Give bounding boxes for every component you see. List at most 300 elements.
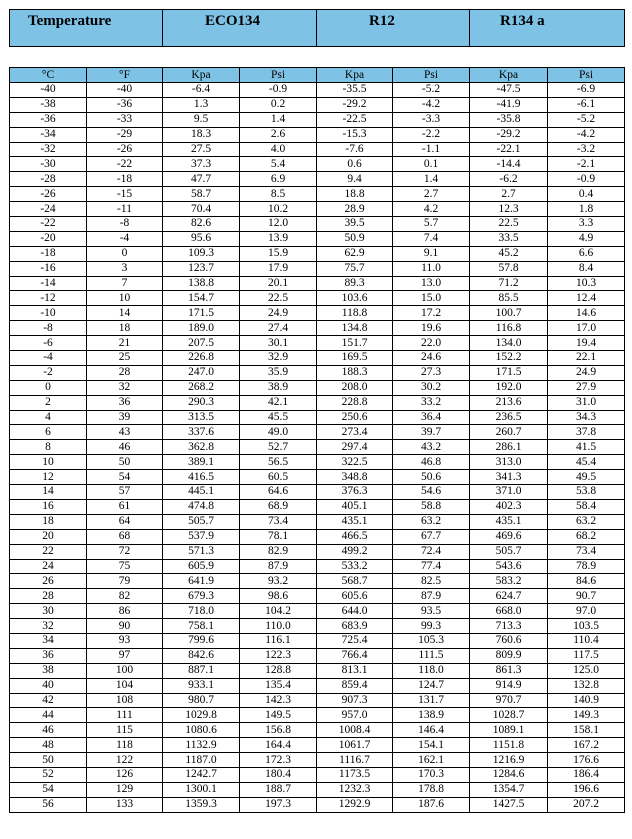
cell-celsius: 4 bbox=[10, 410, 87, 425]
cell-celsius: -4 bbox=[10, 351, 87, 366]
cell-r134a-psi: 78.9 bbox=[548, 559, 625, 574]
cell-r134a-kpa: -41.9 bbox=[470, 97, 548, 112]
cell-r134a-kpa: 341.3 bbox=[470, 470, 548, 485]
cell-r12-kpa: 322.5 bbox=[317, 455, 393, 470]
cell-celsius: 2 bbox=[10, 395, 87, 410]
cell-r134a-psi: 207.2 bbox=[548, 797, 625, 812]
header-r134a: R134 a bbox=[470, 10, 625, 47]
table-row bbox=[10, 395, 625, 410]
cell-fahrenheit: 93 bbox=[87, 633, 163, 648]
cell-fahrenheit: -11 bbox=[87, 202, 163, 217]
cell-r134a-psi: 49.5 bbox=[548, 470, 625, 485]
table-row bbox=[10, 589, 625, 604]
cell-fahrenheit: 0 bbox=[87, 246, 163, 261]
table-row bbox=[10, 246, 625, 261]
cell-eco134-psi: 49.0 bbox=[240, 425, 317, 440]
cell-celsius: -14 bbox=[10, 276, 87, 291]
cell-eco134-psi: 68.9 bbox=[240, 499, 317, 514]
cell-r134a-psi: 37.8 bbox=[548, 425, 625, 440]
cell-eco134-kpa: 362.8 bbox=[163, 440, 240, 455]
cell-r12-kpa: -15.3 bbox=[317, 127, 393, 142]
cell-r12-kpa: 250.6 bbox=[317, 410, 393, 425]
cell-eco134-kpa: 1242.7 bbox=[163, 767, 240, 782]
table-row bbox=[10, 604, 625, 619]
cell-r12-kpa: -7.6 bbox=[317, 142, 393, 157]
cell-r134a-psi: 158.1 bbox=[548, 723, 625, 738]
cell-fahrenheit: -4 bbox=[87, 231, 163, 246]
cell-fahrenheit: 28 bbox=[87, 365, 163, 380]
cell-celsius: -22 bbox=[10, 217, 87, 232]
cell-fahrenheit: -15 bbox=[87, 187, 163, 202]
cell-r12-kpa: 1232.3 bbox=[317, 782, 393, 797]
table-row bbox=[10, 83, 625, 98]
cell-r12-kpa: 466.5 bbox=[317, 529, 393, 544]
table-row bbox=[10, 797, 625, 812]
cell-r134a-psi: -5.2 bbox=[548, 112, 625, 127]
cell-r12-psi: 13.0 bbox=[393, 276, 470, 291]
cell-r12-psi: 187.6 bbox=[393, 797, 470, 812]
cell-celsius: -12 bbox=[10, 291, 87, 306]
cell-eco134-psi: 15.9 bbox=[240, 246, 317, 261]
cell-r134a-psi: 53.8 bbox=[548, 485, 625, 500]
cell-eco134-psi: 6.9 bbox=[240, 172, 317, 187]
cell-eco134-kpa: 1187.0 bbox=[163, 753, 240, 768]
cell-eco134-psi: 110.0 bbox=[240, 619, 317, 634]
cell-r12-kpa: 75.7 bbox=[317, 261, 393, 276]
cell-celsius: -26 bbox=[10, 187, 87, 202]
cell-r12-kpa: 50.9 bbox=[317, 231, 393, 246]
cell-fahrenheit: 118 bbox=[87, 738, 163, 753]
cell-fahrenheit: 57 bbox=[87, 485, 163, 500]
cell-eco134-kpa: 842.6 bbox=[163, 648, 240, 663]
cell-r12-psi: 2.7 bbox=[393, 187, 470, 202]
cell-r12-psi: 54.6 bbox=[393, 485, 470, 500]
cell-eco134-kpa: 679.3 bbox=[163, 589, 240, 604]
cell-r12-kpa: 568.7 bbox=[317, 574, 393, 589]
cell-r134a-psi: 34.3 bbox=[548, 410, 625, 425]
cell-celsius: -20 bbox=[10, 231, 87, 246]
table-row bbox=[10, 619, 625, 634]
cell-celsius: 22 bbox=[10, 544, 87, 559]
cell-fahrenheit: 46 bbox=[87, 440, 163, 455]
cell-eco134-kpa: 95.6 bbox=[163, 231, 240, 246]
cell-r134a-kpa: 85.5 bbox=[470, 291, 548, 306]
cell-eco134-psi: 116.1 bbox=[240, 633, 317, 648]
cell-r12-psi: 30.2 bbox=[393, 380, 470, 395]
cell-celsius: -30 bbox=[10, 157, 87, 172]
cell-fahrenheit: 86 bbox=[87, 604, 163, 619]
table-row bbox=[10, 425, 625, 440]
table-row bbox=[10, 738, 625, 753]
cell-fahrenheit: 18 bbox=[87, 321, 163, 336]
cell-eco134-psi: 24.9 bbox=[240, 306, 317, 321]
cell-r12-kpa: 103.6 bbox=[317, 291, 393, 306]
cell-r12-psi: 87.9 bbox=[393, 589, 470, 604]
cell-eco134-psi: 30.1 bbox=[240, 336, 317, 351]
cell-r12-kpa: 683.9 bbox=[317, 619, 393, 634]
cell-eco134-psi: 156.8 bbox=[240, 723, 317, 738]
cell-r12-kpa: 9.4 bbox=[317, 172, 393, 187]
cell-eco134-kpa: 718.0 bbox=[163, 604, 240, 619]
cell-fahrenheit: 79 bbox=[87, 574, 163, 589]
cell-fahrenheit: 3 bbox=[87, 261, 163, 276]
cell-r134a-kpa: 1427.5 bbox=[470, 797, 548, 812]
table-row bbox=[10, 127, 625, 142]
cell-fahrenheit: 72 bbox=[87, 544, 163, 559]
table-row bbox=[10, 321, 625, 336]
cell-celsius: 14 bbox=[10, 485, 87, 500]
cell-r12-kpa: 533.2 bbox=[317, 559, 393, 574]
cell-fahrenheit: 82 bbox=[87, 589, 163, 604]
cell-r134a-psi: 186.4 bbox=[548, 767, 625, 782]
table-body bbox=[10, 83, 625, 813]
cell-r12-psi: 131.7 bbox=[393, 693, 470, 708]
cell-eco134-kpa: 474.8 bbox=[163, 499, 240, 514]
cell-r12-kpa: 0.6 bbox=[317, 157, 393, 172]
cell-r12-kpa: 151.7 bbox=[317, 336, 393, 351]
cell-celsius: 34 bbox=[10, 633, 87, 648]
table-row bbox=[10, 231, 625, 246]
cell-eco134-psi: 122.3 bbox=[240, 648, 317, 663]
cell-eco134-psi: 98.6 bbox=[240, 589, 317, 604]
cell-r134a-kpa: -6.2 bbox=[470, 172, 548, 187]
cell-celsius: 50 bbox=[10, 753, 87, 768]
cell-r134a-kpa: 668.0 bbox=[470, 604, 548, 619]
cell-r134a-psi: 149.3 bbox=[548, 708, 625, 723]
cell-r12-psi: 15.0 bbox=[393, 291, 470, 306]
cell-celsius: 42 bbox=[10, 693, 87, 708]
cell-eco134-psi: 8.5 bbox=[240, 187, 317, 202]
cell-r134a-kpa: 970.7 bbox=[470, 693, 548, 708]
cell-fahrenheit: 39 bbox=[87, 410, 163, 425]
cell-r12-kpa: 499.2 bbox=[317, 544, 393, 559]
cell-r134a-kpa: 152.2 bbox=[470, 351, 548, 366]
cell-eco134-kpa: 247.0 bbox=[163, 365, 240, 380]
cell-r12-psi: 105.3 bbox=[393, 633, 470, 648]
cell-r134a-kpa: 22.5 bbox=[470, 217, 548, 232]
column-header-fahrenheit: °F bbox=[87, 68, 163, 83]
cell-eco134-kpa: 1359.3 bbox=[163, 797, 240, 812]
cell-celsius: 46 bbox=[10, 723, 87, 738]
table-row bbox=[10, 440, 625, 455]
cell-eco134-kpa: 887.1 bbox=[163, 663, 240, 678]
cell-eco134-psi: 78.1 bbox=[240, 529, 317, 544]
cell-r134a-kpa: -14.4 bbox=[470, 157, 548, 172]
cell-fahrenheit: -26 bbox=[87, 142, 163, 157]
cell-eco134-psi: 35.9 bbox=[240, 365, 317, 380]
table-row bbox=[10, 291, 625, 306]
cell-r12-kpa: 907.3 bbox=[317, 693, 393, 708]
cell-celsius: 10 bbox=[10, 455, 87, 470]
cell-celsius: -10 bbox=[10, 306, 87, 321]
column-header-r12-kpa: Kpa bbox=[317, 68, 393, 83]
cell-eco134-kpa: 1029.8 bbox=[163, 708, 240, 723]
cell-celsius: -18 bbox=[10, 246, 87, 261]
cell-eco134-psi: 164.4 bbox=[240, 738, 317, 753]
cell-fahrenheit: -29 bbox=[87, 127, 163, 142]
cell-eco134-psi: 56.5 bbox=[240, 455, 317, 470]
cell-r12-kpa: 1116.7 bbox=[317, 753, 393, 768]
cell-eco134-kpa: 1300.1 bbox=[163, 782, 240, 797]
cell-r134a-kpa: 33.5 bbox=[470, 231, 548, 246]
cell-eco134-psi: 13.9 bbox=[240, 231, 317, 246]
cell-r12-psi: 11.0 bbox=[393, 261, 470, 276]
cell-r134a-psi: 17.0 bbox=[548, 321, 625, 336]
cell-r134a-psi: 196.6 bbox=[548, 782, 625, 797]
table-row bbox=[10, 529, 625, 544]
cell-eco134-psi: 87.9 bbox=[240, 559, 317, 574]
cell-r12-psi: 5.7 bbox=[393, 217, 470, 232]
cell-r12-kpa: 169.5 bbox=[317, 351, 393, 366]
cell-fahrenheit: 32 bbox=[87, 380, 163, 395]
cell-r12-psi: 77.4 bbox=[393, 559, 470, 574]
cell-r134a-kpa: 116.8 bbox=[470, 321, 548, 336]
cell-celsius: -40 bbox=[10, 83, 87, 98]
cell-r134a-psi: -4.2 bbox=[548, 127, 625, 142]
cell-r134a-psi: 68.2 bbox=[548, 529, 625, 544]
cell-r134a-kpa: 1216.9 bbox=[470, 753, 548, 768]
cell-r12-kpa: 188.3 bbox=[317, 365, 393, 380]
cell-r134a-kpa: 171.5 bbox=[470, 365, 548, 380]
cell-r134a-psi: 0.4 bbox=[548, 187, 625, 202]
cell-eco134-kpa: 207.5 bbox=[163, 336, 240, 351]
cell-r12-psi: 0.1 bbox=[393, 157, 470, 172]
cell-eco134-kpa: 1132.9 bbox=[163, 738, 240, 753]
cell-celsius: 54 bbox=[10, 782, 87, 797]
cell-r12-kpa: 39.5 bbox=[317, 217, 393, 232]
table-row bbox=[10, 365, 625, 380]
cell-r134a-kpa: 760.6 bbox=[470, 633, 548, 648]
cell-celsius: -16 bbox=[10, 261, 87, 276]
cell-fahrenheit: 90 bbox=[87, 619, 163, 634]
cell-eco134-kpa: 980.7 bbox=[163, 693, 240, 708]
pressure-temperature-table bbox=[9, 67, 625, 813]
cell-celsius: 12 bbox=[10, 470, 87, 485]
table-row bbox=[10, 187, 625, 202]
cell-celsius: 8 bbox=[10, 440, 87, 455]
cell-eco134-psi: 42.1 bbox=[240, 395, 317, 410]
cell-r12-psi: 33.2 bbox=[393, 395, 470, 410]
cell-r134a-kpa: 809.9 bbox=[470, 648, 548, 663]
cell-r12-psi: 1.4 bbox=[393, 172, 470, 187]
cell-r12-kpa: -29.2 bbox=[317, 97, 393, 112]
cell-r134a-psi: 90.7 bbox=[548, 589, 625, 604]
table-row bbox=[10, 723, 625, 738]
cell-r12-kpa: 228.8 bbox=[317, 395, 393, 410]
cell-r134a-kpa: -35.8 bbox=[470, 112, 548, 127]
cell-r134a-kpa: 1089.1 bbox=[470, 723, 548, 738]
table-row bbox=[10, 276, 625, 291]
cell-fahrenheit: 43 bbox=[87, 425, 163, 440]
cell-eco134-kpa: 268.2 bbox=[163, 380, 240, 395]
cell-r134a-psi: 73.4 bbox=[548, 544, 625, 559]
cell-r12-kpa: 1292.9 bbox=[317, 797, 393, 812]
cell-eco134-kpa: 189.0 bbox=[163, 321, 240, 336]
cell-eco134-psi: 4.0 bbox=[240, 142, 317, 157]
cell-fahrenheit: -36 bbox=[87, 97, 163, 112]
cell-eco134-kpa: 290.3 bbox=[163, 395, 240, 410]
header-eco134: ECO134 bbox=[163, 10, 317, 47]
cell-fahrenheit: 129 bbox=[87, 782, 163, 797]
cell-r12-psi: -2.2 bbox=[393, 127, 470, 142]
cell-eco134-kpa: 109.3 bbox=[163, 246, 240, 261]
cell-celsius: -6 bbox=[10, 336, 87, 351]
column-header-r134a-kpa: Kpa bbox=[470, 68, 548, 83]
cell-r134a-psi: -0.9 bbox=[548, 172, 625, 187]
table-row bbox=[10, 693, 625, 708]
cell-fahrenheit: 111 bbox=[87, 708, 163, 723]
cell-r134a-kpa: 45.2 bbox=[470, 246, 548, 261]
cell-eco134-psi: -0.9 bbox=[240, 83, 317, 98]
cell-r12-psi: 9.1 bbox=[393, 246, 470, 261]
cell-eco134-psi: 128.8 bbox=[240, 663, 317, 678]
cell-celsius: -2 bbox=[10, 365, 87, 380]
cell-eco134-psi: 93.2 bbox=[240, 574, 317, 589]
cell-r12-psi: 24.6 bbox=[393, 351, 470, 366]
table-row bbox=[10, 708, 625, 723]
cell-eco134-kpa: 505.7 bbox=[163, 514, 240, 529]
cell-r12-kpa: 348.8 bbox=[317, 470, 393, 485]
cell-eco134-psi: 22.5 bbox=[240, 291, 317, 306]
cell-r134a-kpa: 213.6 bbox=[470, 395, 548, 410]
cell-fahrenheit: 104 bbox=[87, 678, 163, 693]
cell-fahrenheit: 50 bbox=[87, 455, 163, 470]
cell-celsius: 40 bbox=[10, 678, 87, 693]
cell-fahrenheit: 122 bbox=[87, 753, 163, 768]
cell-celsius: 18 bbox=[10, 514, 87, 529]
cell-celsius: -32 bbox=[10, 142, 87, 157]
cell-r134a-psi: 63.2 bbox=[548, 514, 625, 529]
cell-r134a-kpa: 583.2 bbox=[470, 574, 548, 589]
table-row bbox=[10, 97, 625, 112]
cell-celsius: 30 bbox=[10, 604, 87, 619]
cell-r134a-kpa: 861.3 bbox=[470, 663, 548, 678]
cell-r12-psi: 138.9 bbox=[393, 708, 470, 723]
cell-r134a-kpa: 402.3 bbox=[470, 499, 548, 514]
cell-eco134-kpa: 799.6 bbox=[163, 633, 240, 648]
table-row bbox=[10, 648, 625, 663]
cell-eco134-kpa: 226.8 bbox=[163, 351, 240, 366]
cell-eco134-kpa: 138.8 bbox=[163, 276, 240, 291]
cell-r12-psi: 178.8 bbox=[393, 782, 470, 797]
cell-r134a-kpa: 57.8 bbox=[470, 261, 548, 276]
cell-r134a-kpa: 371.0 bbox=[470, 485, 548, 500]
cell-r12-psi: 4.2 bbox=[393, 202, 470, 217]
cell-r134a-kpa: 713.3 bbox=[470, 619, 548, 634]
cell-r12-psi: -1.1 bbox=[393, 142, 470, 157]
cell-r12-kpa: -35.5 bbox=[317, 83, 393, 98]
table-row bbox=[10, 112, 625, 127]
cell-r134a-kpa: 624.7 bbox=[470, 589, 548, 604]
table-row bbox=[10, 380, 625, 395]
cell-r134a-psi: 8.4 bbox=[548, 261, 625, 276]
cell-eco134-psi: 27.4 bbox=[240, 321, 317, 336]
cell-eco134-kpa: 1.3 bbox=[163, 97, 240, 112]
cell-eco134-psi: 12.0 bbox=[240, 217, 317, 232]
cell-r12-kpa: 766.4 bbox=[317, 648, 393, 663]
cell-eco134-psi: 45.5 bbox=[240, 410, 317, 425]
cell-r134a-psi: 6.6 bbox=[548, 246, 625, 261]
table-row bbox=[10, 470, 625, 485]
cell-fahrenheit: 97 bbox=[87, 648, 163, 663]
cell-r12-psi: -3.3 bbox=[393, 112, 470, 127]
cell-r134a-kpa: 505.7 bbox=[470, 544, 548, 559]
cell-r134a-kpa: 12.3 bbox=[470, 202, 548, 217]
cell-r12-psi: 162.1 bbox=[393, 753, 470, 768]
cell-eco134-kpa: 18.3 bbox=[163, 127, 240, 142]
cell-r134a-psi: 58.4 bbox=[548, 499, 625, 514]
cell-r12-kpa: 134.8 bbox=[317, 321, 393, 336]
cell-r134a-kpa: 435.1 bbox=[470, 514, 548, 529]
cell-eco134-kpa: 445.1 bbox=[163, 485, 240, 500]
cell-eco134-psi: 38.9 bbox=[240, 380, 317, 395]
cell-r134a-psi: 125.0 bbox=[548, 663, 625, 678]
cell-eco134-psi: 73.4 bbox=[240, 514, 317, 529]
header-row bbox=[10, 10, 625, 47]
cell-r134a-kpa: 260.7 bbox=[470, 425, 548, 440]
column-header-row bbox=[10, 68, 625, 83]
table-row bbox=[10, 217, 625, 232]
cell-celsius: -28 bbox=[10, 172, 87, 187]
cell-celsius: 28 bbox=[10, 589, 87, 604]
cell-r12-kpa: 297.4 bbox=[317, 440, 393, 455]
cell-eco134-psi: 104.2 bbox=[240, 604, 317, 619]
cell-fahrenheit: 100 bbox=[87, 663, 163, 678]
cell-r12-psi: 170.3 bbox=[393, 767, 470, 782]
cell-fahrenheit: -33 bbox=[87, 112, 163, 127]
cell-r12-kpa: 859.4 bbox=[317, 678, 393, 693]
table-row bbox=[10, 351, 625, 366]
table-row bbox=[10, 142, 625, 157]
table-row bbox=[10, 559, 625, 574]
cell-fahrenheit: 126 bbox=[87, 767, 163, 782]
cell-r134a-psi: -3.2 bbox=[548, 142, 625, 157]
cell-celsius: 26 bbox=[10, 574, 87, 589]
cell-fahrenheit: 108 bbox=[87, 693, 163, 708]
cell-r134a-psi: 3.3 bbox=[548, 217, 625, 232]
cell-fahrenheit: 115 bbox=[87, 723, 163, 738]
cell-eco134-kpa: 337.6 bbox=[163, 425, 240, 440]
table-row bbox=[10, 172, 625, 187]
cell-fahrenheit: -8 bbox=[87, 217, 163, 232]
cell-eco134-kpa: 9.5 bbox=[163, 112, 240, 127]
cell-eco134-psi: 10.2 bbox=[240, 202, 317, 217]
cell-celsius: 32 bbox=[10, 619, 87, 634]
cell-eco134-kpa: 70.4 bbox=[163, 202, 240, 217]
cell-eco134-psi: 60.5 bbox=[240, 470, 317, 485]
column-header-celsius: °C bbox=[10, 68, 87, 83]
table-row bbox=[10, 767, 625, 782]
cell-r134a-psi: 10.3 bbox=[548, 276, 625, 291]
cell-celsius: 16 bbox=[10, 499, 87, 514]
cell-eco134-kpa: 758.1 bbox=[163, 619, 240, 634]
cell-eco134-kpa: 389.1 bbox=[163, 455, 240, 470]
cell-r134a-psi: 1.8 bbox=[548, 202, 625, 217]
cell-r12-psi: -4.2 bbox=[393, 97, 470, 112]
cell-r134a-kpa: 313.0 bbox=[470, 455, 548, 470]
cell-r12-psi: 111.5 bbox=[393, 648, 470, 663]
cell-celsius: 44 bbox=[10, 708, 87, 723]
cell-fahrenheit: 25 bbox=[87, 351, 163, 366]
cell-r134a-kpa: 1284.6 bbox=[470, 767, 548, 782]
cell-r12-kpa: 605.6 bbox=[317, 589, 393, 604]
cell-fahrenheit: 133 bbox=[87, 797, 163, 812]
cell-r134a-psi: 45.4 bbox=[548, 455, 625, 470]
cell-r12-psi: 7.4 bbox=[393, 231, 470, 246]
cell-eco134-kpa: 154.7 bbox=[163, 291, 240, 306]
cell-r134a-kpa: 100.7 bbox=[470, 306, 548, 321]
cell-r12-psi: 154.1 bbox=[393, 738, 470, 753]
